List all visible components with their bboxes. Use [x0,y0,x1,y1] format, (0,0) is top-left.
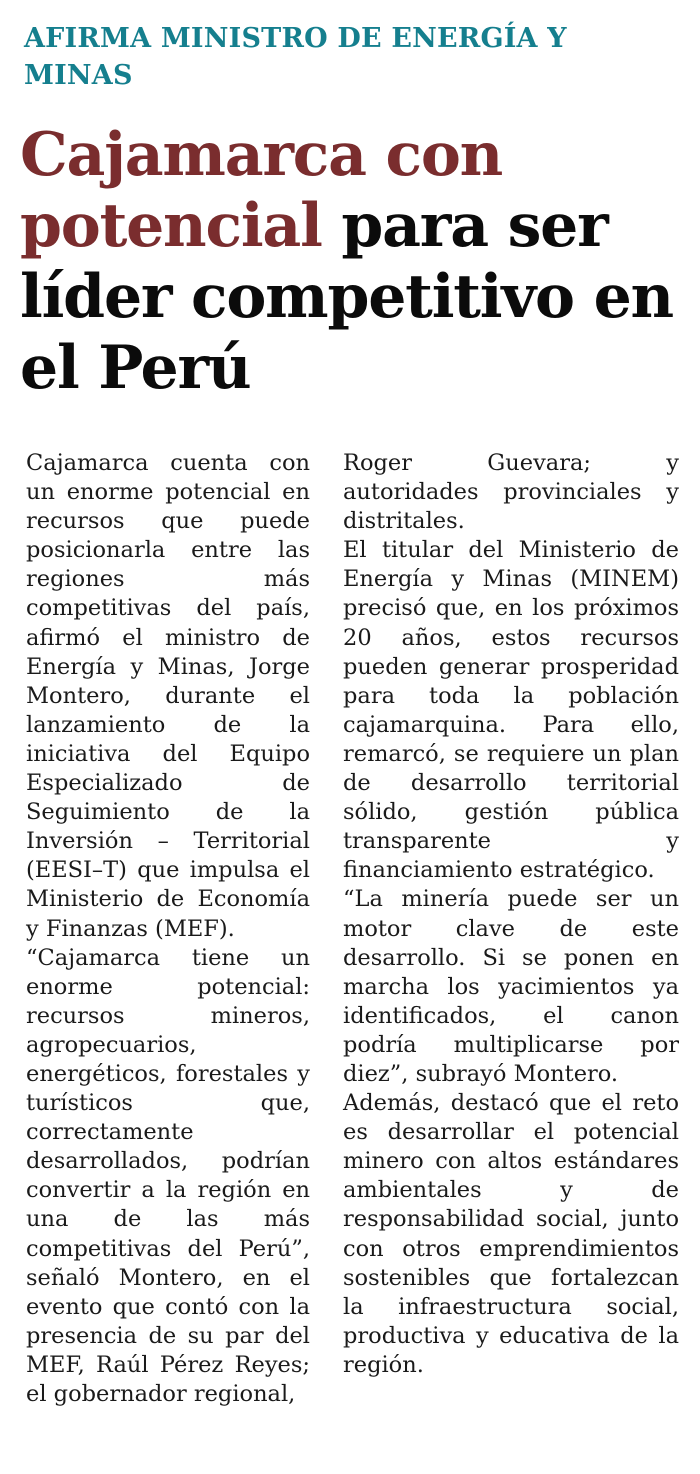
body-paragraph: Roger Guevara; y autoridades provinciales y distritales. [343,450,679,535]
article-kicker: AFIRMA MINISTRO DE ENERGÍA Y MINAS [24,23,567,91]
body-paragraph: “La minería puede ser un motor clave de este desarrollo. Si se ponen en marcha los yacimientos ya identificados, el canon podría multiplicarse por diez”, subrayó Montero. [343,886,679,1087]
article-headline [20,120,680,404]
body-column-right [343,449,679,1380]
body-paragraph: Además, destacó que el reto es desarrollar el potencial minero con altos estándares ambientales y de responsabilidad social, junto con otros emprendimientos sostenibles que fortalezcan la infraestructura social, productiva y educativa de la región. [343,1090,679,1378]
body-column-left [26,449,310,1409]
body-paragraph: “Cajamarca tiene un enorme potencial: recursos mineros, agropecuarios, energéticos, forestales y turísticos que, correctamente desarrollados, podrían convertir a la región en una de las más competitivas del Perú”, señaló Montero, en el evento que contó con la presencia de su par del MEF, Raúl Pérez Reyes; el gobernador regional, [26,944,310,1407]
headline-rest: para ser líder competitivo en el Perú [20,191,673,403]
headline-accent: Cajamarca con potencial [20,120,503,261]
body-paragraph: Cajamarca cuenta con un enorme potencial en recursos que puede posicionarla entre las regiones más competitivas del país, afirmó el ministro de Energía y Minas, Jorge Montero, durante el lanzamiento de la iniciativa del Equipo Especializado de Seguimiento de la Inversión – Territorial (EESI–T) que impulsa el Ministerio de Economía y Finanzas (MEF). [26,450,310,942]
body-paragraph: El titular del Ministerio de Energía y Minas (MINEM) precisó que, en los próximos 20 años, estos recursos pueden generar prosperidad para toda la población cajamarquina. Para ello, remarcó, se requiere un plan de desarrollo territorial sólido, gestión pública transparente y financiamiento estratégico. [343,537,679,884]
